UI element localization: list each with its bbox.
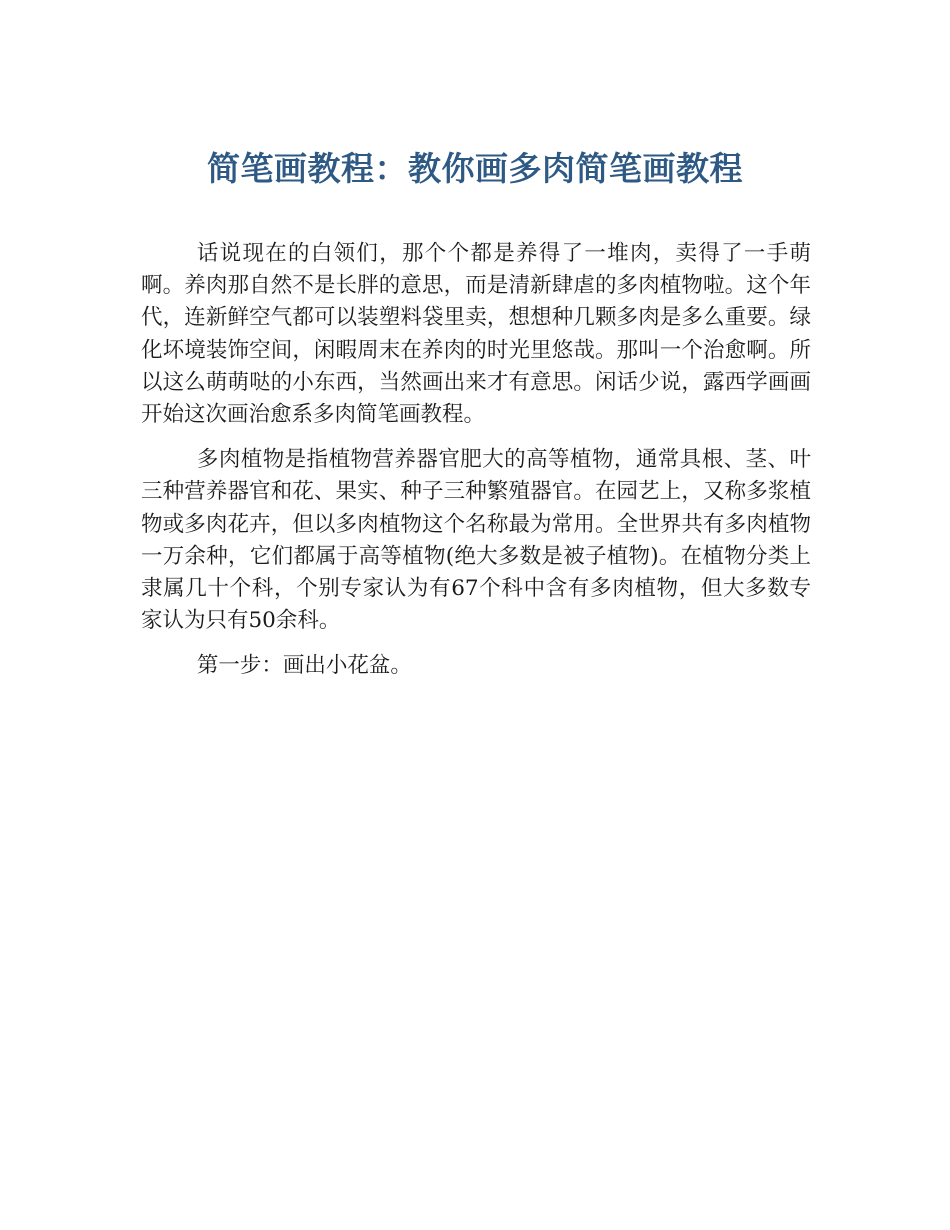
paragraph-intro: 话说现在的白领们，那个个都是养得了一堆肉，卖得了一手萌啊。养肉那自然不是长胖的意思，而是清新肆虐的多肉植物啦。这个年代，连新鲜空气都可以装塑料袋里卖，想想种几颗多肉是多么重要。绿化坏境装饰空间，闲暇周末在养肉的时光里悠哉。那叫一个治愈啊。所以这么萌萌哒的小东西，当然画出来才有意思。闲话少说，露西学画画开始这次画治愈系多肉简笔画教程。 [141,241,811,428]
document-body [141,238,811,696]
paragraph-definition: 多肉植物是指植物营养器官肥大的高等植物，通常具根、茎、叶三种营养器官和花、果实、种子三种繁殖器官。在园艺上，又称多浆植物或多肉花卉，但以多肉植物这个名称最为常用。全世界共有多肉植物一万余种，它们都属于高等植物(绝大多数是被子植物)。在植物分类上隶属几十个科，个别专家认为有67个科中含有多肉植物，但大多数专家认为只有50余科。 [141,447,811,634]
page-title: 简笔画教程：教你画多肉简笔画教程 [207,149,743,188]
paragraph-step-one: 第一步：画出小花盆。 [196,653,412,679]
